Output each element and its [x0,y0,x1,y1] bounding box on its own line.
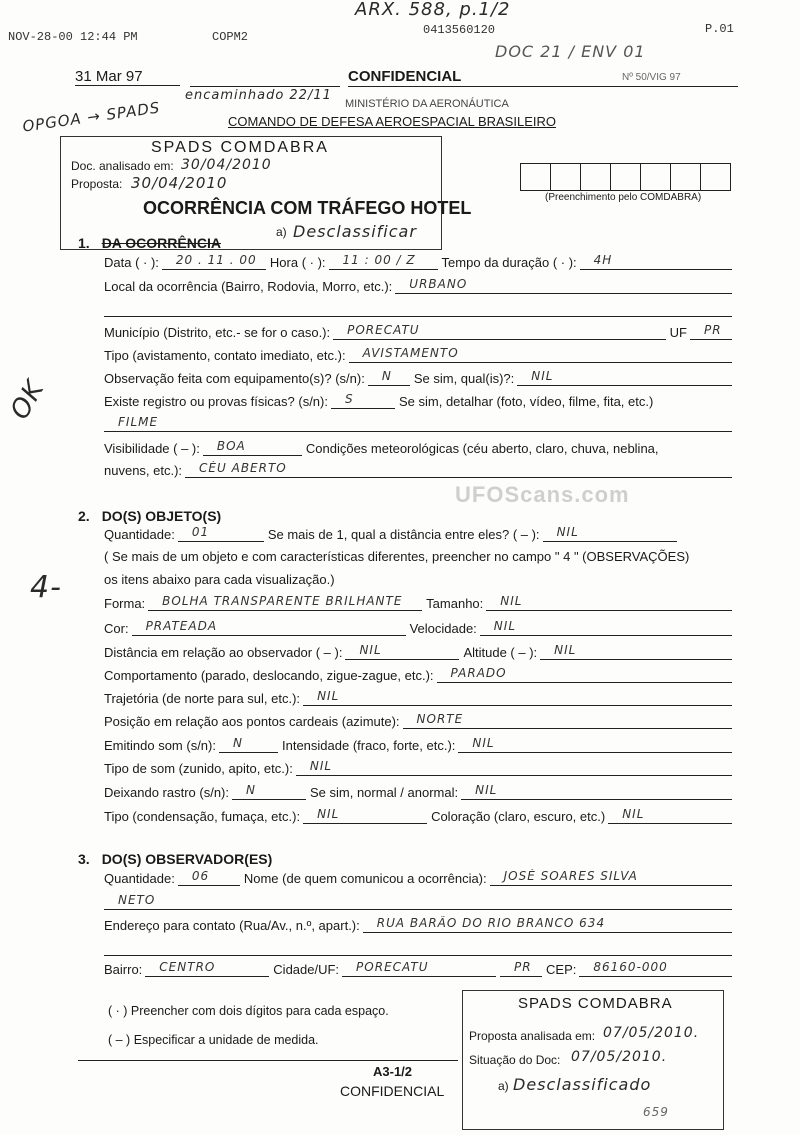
form-row [104,276,736,294]
registro-field: S [331,392,395,409]
meteo-label2-label: nuvens, etc.): [104,463,183,478]
form-row [104,524,736,542]
section-title: DA OCORRÊNCIA [101,235,221,251]
veloc-label: Velocidade: [409,621,477,636]
section-title: DO(S) OBSERVADOR(ES) [101,851,273,867]
cor-field: PRATEADA [132,619,406,636]
equip-label: Observação feita com equipamento(s)? (s/n): [104,371,365,386]
traj-field: NIL [303,689,732,706]
altitude-label: Altitude ( – ): [463,645,538,660]
form-row [104,252,736,270]
section-heading-s1 [78,235,233,251]
document-date: 31 Mar 97 [75,68,180,86]
tiporastro-label: Tipo (condensação, fumaça, etc.): [104,809,301,824]
data-field: 20 . 11 . 00 [162,253,266,270]
doc-ref: DOC 21 / ENV 01 [495,42,646,61]
uf-field: PR [690,323,732,340]
pos-field: NORTE [403,712,732,729]
note2-label: os itens abaixo para cada visualização.) [104,572,335,587]
stamp-top-org: SPADS COMDABRA [151,139,329,156]
form-row [104,569,736,587]
stamp-bottom-decision-value: Desclassificado [513,1075,652,1094]
hora-label: Hora ( · ): [269,255,326,270]
form-title: OCORRÊNCIA COM TRÁFEGO HOTEL [143,198,472,218]
footer-rule [78,1060,458,1061]
form-row [104,806,736,824]
form-row [104,368,736,386]
end-label: Endereço para contato (Rua/Av., n.º, apart.): [104,918,360,933]
tiporastro-field: NIL [303,807,427,824]
section-number: 1. [78,235,90,251]
stamp-bottom-proposal-value: 07/05/2010. [603,1025,700,1041]
tipo-field: AVISTAMENTO [349,346,732,363]
section-title: DO(S) OBJETO(S) [101,508,222,524]
coloracao-field: NIL [608,807,732,824]
meteo-label: Condições meteorológicas (céu aberto, claro, chuva, neblina, [305,441,659,456]
endereco-field: RUA BARÃO DO RIO BRANCO 634 [363,916,732,933]
section-heading-s3 [78,851,284,867]
veloc-field: NIL [480,619,732,636]
stamp-bottom-decision-label: a) [498,1079,509,1093]
nome-field: JOSÉ SOARES SILVA [490,869,732,886]
cor-label: Cor: [104,621,129,636]
form-row [104,868,736,886]
stamp-bottom-proposal-label: Proposta analisada em: [469,1029,596,1043]
margin-four: 4- [30,570,62,605]
cidade-label: Cidade/UF: [273,962,340,977]
forma-label: Forma: [104,596,146,611]
form-row [104,782,736,800]
pos-label: Posição em relação aos pontos cardeais (azimute): [104,714,400,729]
comport-field: PARADO [437,666,732,683]
uf-label: UF [669,325,687,340]
stamp-bottom-org: SPADS COMDABRA [518,995,673,1012]
cep-label: CEP: [546,962,577,977]
tipo-label: Tipo (avistamento, contato imediato, etc.): [104,348,346,363]
bairro-label: Bairro: [104,962,143,977]
fax-page: P.01 [705,22,734,36]
form-row [104,546,736,564]
form-code: A3-1/2 [373,1064,413,1079]
rastro-field: N [232,783,306,800]
uf-field: PR [500,960,542,977]
blank-field [104,300,732,317]
normal-field: NIL [461,783,732,800]
form-row [104,414,736,432]
hora-field: 11 : 00 / Z [329,253,438,270]
form-row [104,938,736,956]
traj-label: Trajetória (de norte para sul, etc.): [104,691,301,706]
note1-label: ( Se mais de um objeto e com características diferentes, preencher no campo " 4 " (OBSERVAÇÕES) [104,549,690,564]
intens-field: NIL [458,736,732,753]
forma-field: BOLHA TRANSPARENTE BRILHANTE [148,594,422,611]
local-label: Local da ocorrência (Bairro, Rodovia, Morro, etc.): [104,279,393,294]
dist-entre-field: NIL [543,525,677,542]
form-row [104,618,736,636]
visib-field: BOA [203,439,302,456]
stamp-top [60,136,442,250]
detalhar-label: Se sim, detalhar (foto, vídeo, filme, fita, etc.) [398,394,654,409]
stamp-top-proposal-label: Proposta: [71,177,123,191]
intens-label: Intensidade (fraco, forte, etc.): [281,738,456,753]
form-row [104,642,736,660]
nome2-field: NETO [104,893,732,910]
classification-top: CONFIDENCIAL [348,68,462,85]
form-row [104,345,736,363]
local-field: URBANO [395,277,732,294]
form-row [104,758,736,776]
detalhe-field: FILME [104,415,732,432]
form-row [104,391,736,409]
fill-note: (Preenchimento pelo COMDABRA) [545,192,702,203]
form-row [104,460,736,478]
meteo-field: CÉU ABERTO [185,461,732,478]
watermark: UFOScans.com [455,482,630,507]
tamanho-field: NIL [486,594,732,611]
form-row [104,688,736,706]
stamp-top-decision-label: a) [276,225,287,239]
municipio-label: Município (Distrito, etc.- se for o caso.): [104,325,331,340]
margin-ok: OK [4,375,51,425]
stamp-bottom-status-value: 07/05/2010. [571,1049,668,1065]
qtd-field: 06 [178,869,240,886]
fax-phone: 0413560120 [423,23,496,37]
equip-field: N [368,369,410,386]
coloracao-label: Coloração (claro, escuro, etc.) [431,809,606,824]
form-row [104,735,736,753]
classification-bottom: CONFIDENCIAL [340,1083,445,1099]
bairro-field: CENTRO [145,960,269,977]
stamp-bottom-status-label: Situação do Doc: [469,1053,561,1067]
som-field: N [219,736,278,753]
form-row [104,711,736,729]
fax-sender: COPM2 [212,30,249,44]
footnote-dash: ( – ) Especificar a unidade de medida. [108,1033,319,1047]
visib-label: Visibilidade ( – ): [104,441,200,456]
tamanho-label: Tamanho: [426,596,484,611]
stamp-top-decision-value: Desclassificar [293,222,417,241]
form-row [104,915,736,933]
tiposom-label: Tipo de som (zunido, apito, etc.): [104,761,293,776]
normal-label: Se sim, normal / anormal: [310,785,459,800]
qtd-field: 01 [178,525,264,542]
routing-note: OPGOA → SPADS [21,98,162,136]
cidade-field: PORECATU [342,960,496,977]
section-number: 3. [78,851,90,867]
tiposom-field: NIL [296,759,732,776]
data-label: Data ( · ): [104,255,159,270]
som-label: Emitindo som (s/n): [104,738,216,753]
header-rule [190,86,340,87]
duracao-label: Tempo da duração ( · ): [441,255,577,270]
forwarded-note: encaminhado 22/11 [185,88,332,103]
cep-field: 86160-000 [579,960,732,977]
registro-label: Existe registro ou provas físicas? (s/n): [104,394,328,409]
comport-label: Comportamento (parado, deslocando, zigue-zague, etc.): [104,668,434,683]
section-number: 2. [78,508,90,524]
form-row [104,322,736,340]
dist-entre-label: Se mais de 1, qual a distância entre eles? ( – ): [267,527,540,542]
qtd-label: Quantidade: [104,527,175,542]
ministry-name: MINISTÉRIO DA AERONÁUTICA [345,98,509,110]
blank-field [104,939,732,956]
nome-label: Nome (de quem comunicou a ocorrência): [243,871,487,886]
form-row [104,299,736,317]
form-row [104,593,736,611]
dist-obs-field: NIL [345,643,459,660]
form-row [104,959,736,977]
qtd-label: Quantidade: [104,871,175,886]
duracao-field: 4H [580,253,732,270]
stamp-top-analyzed-value: 30/04/2010 [181,157,272,173]
command-name: COMANDO DE DEFESA AEROESPACIAL BRASILEIRO [228,114,556,129]
document-number: Nº 50/VIG 97 [622,72,681,83]
archive-ref: ARX. 588, p.1/2 [355,0,511,20]
qual-field: NIL [517,369,732,386]
qual-label: Se sim, qual(is)?: [413,371,515,386]
comdabra-code-boxes [520,163,731,191]
form-row [104,892,736,910]
fax-timestamp: NOV-28-00 12:44 PM [8,30,138,44]
altitude-field: NIL [540,643,732,660]
stamp-top-analyzed-label: Doc. analisado em: [71,159,174,173]
stamp-top-proposal-value: 30/04/2010 [131,174,228,192]
classification-rule [348,86,738,87]
form-row [104,438,736,456]
municipio-field: PORECATU [333,323,666,340]
dist-obs-label: Distância em relação ao observador ( – ): [104,645,343,660]
footnote-dot: ( · ) Preencher com dois dígitos para cada espaço. [108,1004,389,1018]
signature-number: 659 [643,1105,669,1119]
stamp-bottom [462,990,724,1130]
section-heading-s2 [78,508,233,524]
form-row [104,665,736,683]
rastro-label: Deixando rastro (s/n): [104,785,229,800]
